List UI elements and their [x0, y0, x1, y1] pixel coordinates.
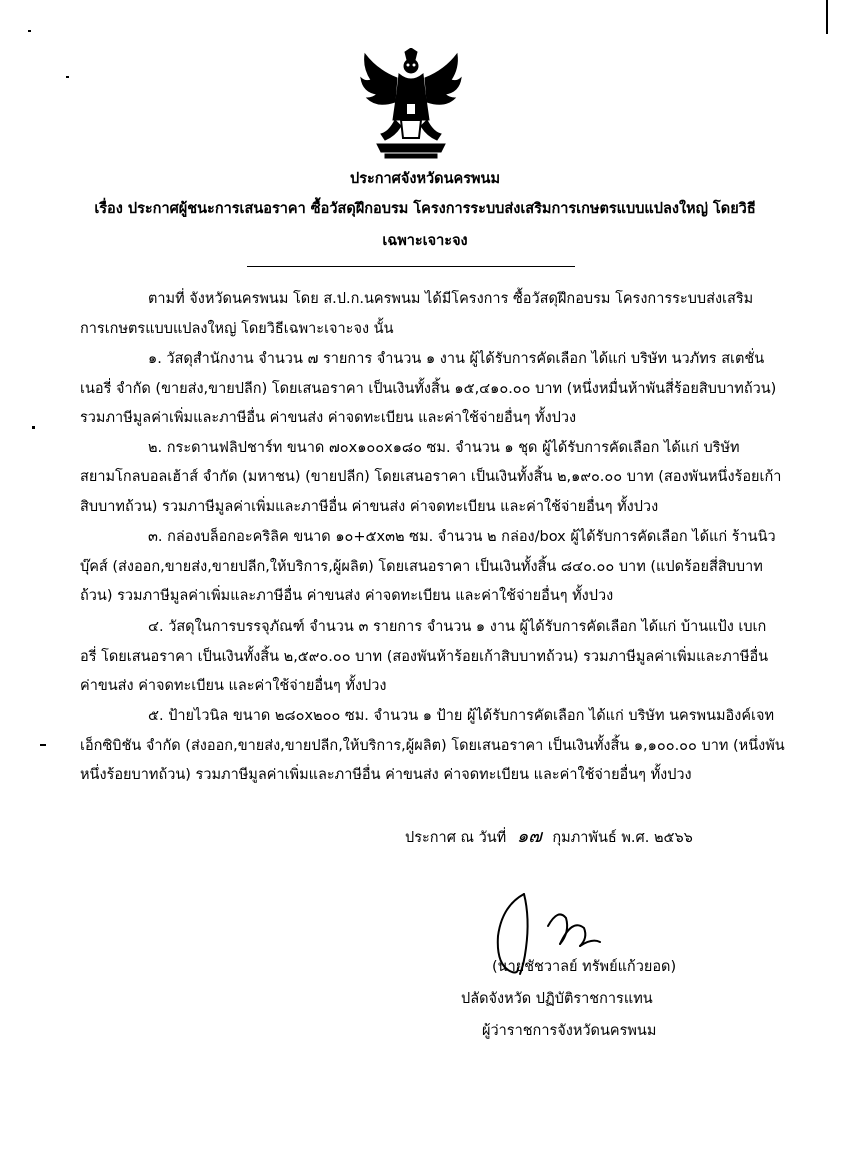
page-title: ประกาศจังหวัดนครพนม	[349, 171, 501, 187]
item-line: หนึ่งร้อยบาทถ้วน) รวมภาษีมูลค่าเพิ่มและภาษีอื่น ค่าขนส่ง ค่าจดทะเบียน และค่าใช้จ่ายอื่นๆ ทั้งปวง	[80, 767, 692, 783]
subject-line: เรื่อง ประกาศผู้ชนะการเสนอราคา ซื้อวัสดุฝึกอบรม โครงการระบบส่งเสริมการเกษตรแบบแปลงใหญ่ โดยวิธี	[94, 201, 756, 217]
announce-prefix: ประกาศ ณ วันที่	[405, 830, 507, 846]
item-line: บุ๊คส์ (ส่งออก,ขายส่ง,ขายปลีก,ให้บริการ,ผู้ผลิต) โดยเสนอราคา เป็นเงินทั้งสิ้น ๘๔๐.๐๐ บาท (แปดร้อยสี่สิบบาท	[80, 559, 763, 575]
divider	[247, 266, 575, 267]
item-line: ๓. กล่องบล็อกอะคริลิค ขนาด ๑๐+๕x๓๒ ซม. จำนวน ๒ กล่อง/box ผู้ได้รับการคัดเลือก ได้แก่ ร้านนิว	[148, 529, 776, 545]
item-line: ค่าขนส่ง ค่าจดทะเบียน และค่าใช้จ่ายอื่นๆ ทั้งปวง	[80, 678, 387, 694]
garuda-emblem-icon	[355, 48, 467, 160]
item-line: อรี่ โดยเสนอราคา เป็นเงินทั้งสิ้น ๒,๕๙๐.๐๐ บาท (สองพันห้าร้อยเก้าสิบบาทถ้วน) รวมภาษีมูลค่าเพิ่มและภาษีอื่น	[80, 649, 769, 665]
scan-mark	[66, 76, 69, 78]
signer-position: ปลัดจังหวัด ปฏิบัติราชการแทน	[461, 991, 653, 1007]
item-line: สิบบาทถ้วน) รวมภาษีมูลค่าเพิ่มและภาษีอื่น ค่าขนส่ง ค่าจดทะเบียน และค่าใช้จ่ายอื่นๆ ทั้งปวง	[80, 499, 659, 515]
signer-position: ผู้ว่าราชการจังหวัดนครพนม	[482, 1023, 657, 1039]
item-line: เอ็กซิบิชัน จำกัด (ส่งออก,ขายส่ง,ขายปลีก,ให้บริการ,ผู้ผลิต) โดยเสนอราคา เป็นเงินทั้งสิ้น ๑,๑๐๐.๐๐ บาท (หนึ่งพัน	[80, 738, 785, 754]
scan-mark	[40, 744, 46, 746]
signer-name: (นายชัชวาลย์ ทรัพย์แก้วยอด)	[492, 959, 677, 975]
subject-line: เฉพาะเจาะจง	[382, 233, 468, 249]
intro-line: ตามที่ จังหวัดนครพนม โดย ส.ป.ก.นครพนม ได้มีโครงการ ซื้อวัสดุฝึกอบรม โครงการระบบส่งเสริม	[148, 291, 754, 307]
scan-mark	[826, 0, 828, 34]
intro-line: การเกษตรแบบแปลงใหญ่ โดยวิธีเฉพาะเจาะจง นั้น	[80, 321, 394, 337]
announce-day: ๑๗	[516, 826, 542, 847]
item-line: ถ้วน) รวมภาษีมูลค่าเพิ่มและภาษีอื่น ค่าขนส่ง ค่าจดทะเบียน และค่าใช้จ่ายอื่นๆ ทั้งปวง	[80, 588, 614, 604]
scan-mark	[28, 30, 31, 32]
item-line: ๒. กระดานฟลิปชาร์ท ขนาด ๗๐x๑๐๐x๑๘๐ ซม. จำนวน ๑ ชุด ผู้ได้รับการคัดเลือก ได้แก่ บริษัท	[148, 440, 740, 456]
announce-date	[405, 828, 693, 847]
item-line: รวมภาษีมูลค่าเพิ่มและภาษีอื่น ค่าขนส่ง ค่าจดทะเบียน และค่าใช้จ่ายอื่นๆ ทั้งปวง	[80, 410, 577, 426]
scan-mark	[32, 426, 35, 429]
announce-suffix: กุมภาพันธ์ พ.ศ. ๒๕๖๖	[552, 830, 693, 846]
item-line: สยามโกลบอลเฮ้าส์ จำกัด (มหาชน) (ขายปลีก) โดยเสนอราคา เป็นเงินทั้งสิ้น ๒,๑๙๐.๐๐ บาท (สองพันหนึ่งร้อยเก้า	[80, 469, 782, 485]
item-line: ๔. วัสดุในการบรรจุภัณฑ์ จำนวน ๓ รายการ จำนวน ๑ งาน ผู้ได้รับการคัดเลือก ได้แก่ บ้านแป้ง เบเก	[148, 619, 767, 635]
item-line: ๕. ป้ายไวนิล ขนาด ๒๘๐x๒๐๐ ซม. จำนวน ๑ ป้าย ผู้ได้รับการคัดเลือก ได้แก่ บริษัท นครพนมอิงค์เจท	[148, 708, 775, 724]
item-line: เนอรี่ จำกัด (ขายส่ง,ขายปลีก) โดยเสนอราคา เป็นเงินทั้งสิ้น ๑๕,๔๑๐.๐๐ บาท (หนึ่งหมื่นห้าพันสี่ร้อยสิบบาทถ้วน)	[80, 381, 777, 397]
item-line: ๑. วัสดุสำนักงาน จำนวน ๗ รายการ จำนวน ๑ งาน ผู้ได้รับการคัดเลือก ได้แก่ บริษัท นวภัทร สเตชั่น	[148, 351, 765, 367]
